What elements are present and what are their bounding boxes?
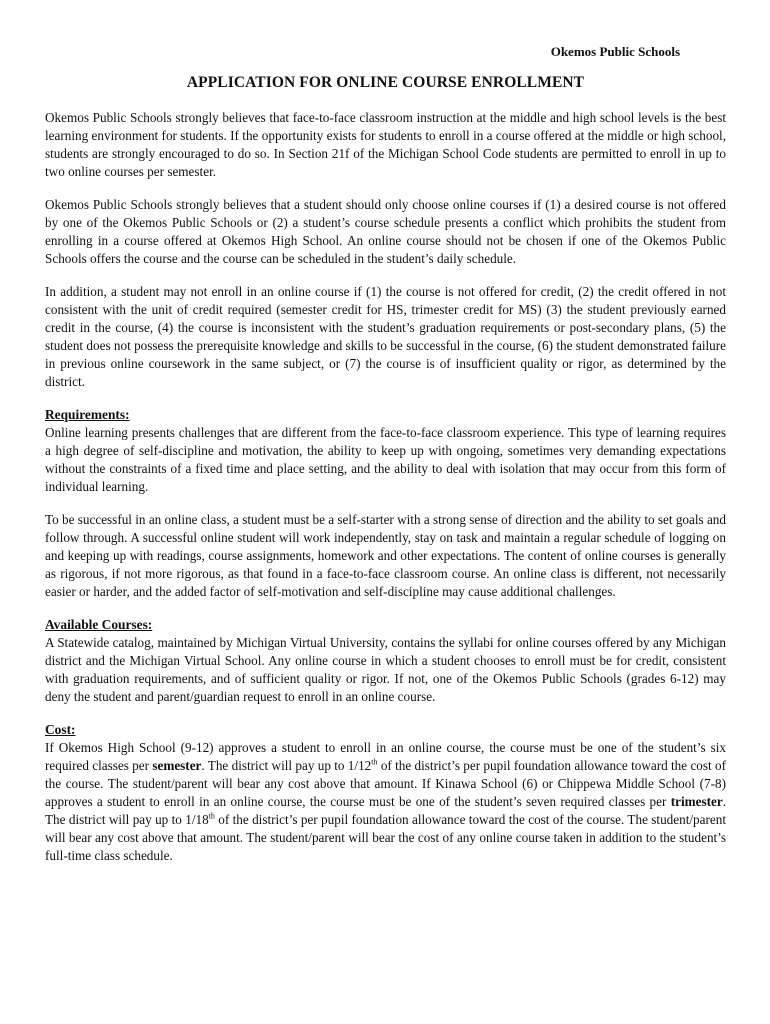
cost-text-1: If Okemos High School (9-12) approves a student to enroll in an online course, the course must be one of the student’s six required classes per xyxy=(45,740,726,773)
cost-text-5: of the district’s per pupil foundation allowance toward the cost of the course. The student/parent will bear any cost above that amount. The student/parent will bear the cost of any online course taken in addition to the student’s full-time class schedule. xyxy=(45,812,726,863)
intro-paragraph-1: Okemos Public Schools strongly believes that face-to-face classroom instruction at the middle and high school levels is the best learning environment for students. If the opportunity exists for students to enroll in a course offered at the middle or high school, students are strongly encouraged to do so. In Section 21f of the Michigan School Code students are permitted to enroll in up to two online courses per semester. xyxy=(45,110,726,179)
intro-paragraph-2: Okemos Public Schools strongly believes that a student should only choose online courses if (1) a desired course is not offered by one of the Okemos Public Schools or (2) a student’s course schedule presents a conflict which prohibits the student from enrolling in a course offered at Okemos High School. An online course should not be chosen if one of the Okemos Public Schools offers the course and the course can be scheduled in the student’s daily schedule. xyxy=(45,197,726,266)
requirements-paragraph-2: To be successful in an online class, a student must be a self-starter with a strong sense of direction and the ability to set goals and follow through. A successful online student will work independently, stay on task and maintain a regular schedule of logging on and keeping up with readings, course assignments, homework and other expectations. The content of online courses is generally as rigorous, if not more rigorous, as that found in a face-to-face classroom course. An online class is different, not necessarily easier or harder, and the added factor of self-motivation and self-discipline may cause additional challenges. xyxy=(45,512,726,599)
available-courses-paragraph: A Statewide catalog, maintained by Michigan Virtual University, contains the syllabi for online courses offered by any Michigan district and the Michigan Virtual School. Any online course in which a student chooses to enroll must be for credit, consistent with graduation requirements, and of sufficient quality or rigor. If not, one of the Okemos Public Schools (grades 6-12) may deny the student and parent/guardian request to enroll in an online course. xyxy=(45,635,726,704)
intro-paragraph-3: In addition, a student may not enroll in an online course if (1) the course is not offered for credit, (2) the credit offered in not consistent with the unit of credit required (semester credit for HS, trimester credit for MS) (3) the student previously earned credit in the course, (4) the course is inconsistent with the student’s graduation requirements or post-secondary plans, (5) the student does not possess the prerequisite knowledge and skills to be successful in the course, (6) the student demonstrated failure in previous online coursework in the same subject, or (7) the course is of insufficient quality or rigor, as determined by the district. xyxy=(45,284,726,389)
cost-heading: Cost: xyxy=(45,722,76,737)
cost-text-3: of the district’s per pupil foundation allowance toward the cost of the course. The student/parent will bear any cost above that amount. If Kinawa School (6) or Chippewa Middle School (7-8) approves a student to enroll in an online course, the course must be one of the student’s seven required classes per xyxy=(45,758,726,809)
cost-trimester-term: trimester xyxy=(670,794,723,809)
requirements-section xyxy=(45,406,726,601)
cost-paragraph xyxy=(45,739,726,865)
cost-text-2: . The district will pay up to 1/12 xyxy=(201,758,372,773)
page-title: APPLICATION FOR ONLINE COURSE ENROLLMENT xyxy=(186,74,585,91)
requirements-paragraph-1: Online learning presents challenges that are different from the face-to-face classroom experience. This type of learning requires a high degree of self-discipline and motivation, the ability to keep up with ongoing, sometimes very demanding expectations without the constraints of a fixed time and place setting, and the ability to deal with isolation that may occur from this form of individual learning. xyxy=(45,425,726,494)
available-courses-heading: Available Courses: xyxy=(45,617,153,632)
cost-superscript-2: th xyxy=(208,811,215,821)
requirements-heading: Requirements: xyxy=(45,407,130,422)
cost-superscript-1: th xyxy=(371,757,378,767)
cost-semester-term: semester xyxy=(152,758,202,773)
cost-section xyxy=(45,721,726,865)
document-page xyxy=(45,44,726,880)
organization-header: Okemos Public Schools xyxy=(550,44,680,59)
cost-text-4: . The district will pay up to 1/18 xyxy=(45,794,726,827)
available-courses-section xyxy=(45,616,726,706)
